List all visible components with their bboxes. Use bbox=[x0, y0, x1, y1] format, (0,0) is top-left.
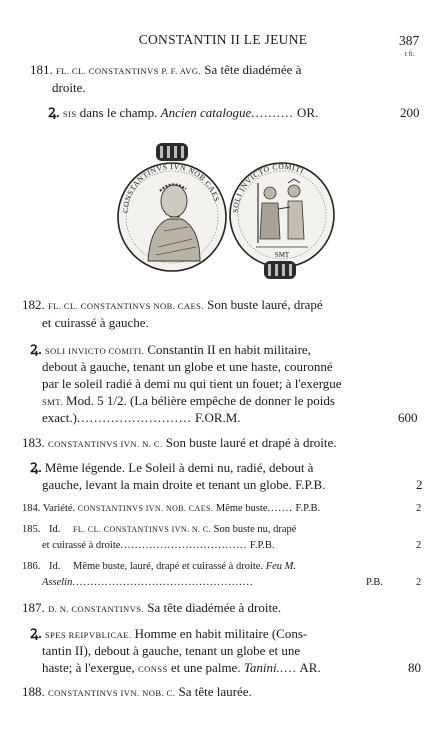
obverse-legend: CONSTANTINVS IVN. N. C. bbox=[48, 439, 163, 449]
reverse-mark: Ꝝ. bbox=[30, 342, 42, 357]
obverse-description: et cuirassé à droite bbox=[42, 540, 121, 551]
reverse-description: Même légende. Le Soleil à demi nu, radié, debout à bbox=[44, 460, 314, 475]
weight-note: exact.) bbox=[42, 410, 78, 425]
obverse-legend: D. N. CONSTANTINVS. bbox=[48, 604, 144, 614]
entry-number: 187. bbox=[22, 600, 45, 615]
reverse-coin bbox=[230, 162, 334, 279]
coin-loop-icon bbox=[156, 143, 188, 161]
leader-dots: .......... bbox=[251, 105, 294, 120]
reverse-description: et une palme. bbox=[170, 660, 241, 675]
reverse-coin-legend: SOLI INVICTO COMITI bbox=[230, 161, 306, 214]
leader-dots: ................................... bbox=[120, 540, 248, 551]
entry-181-line-2: droite. bbox=[52, 80, 86, 95]
obverse-description: Sa tête diadémée à bbox=[204, 62, 302, 77]
entry-187-reverse-line-1 bbox=[30, 626, 307, 643]
entry-181-line-1 bbox=[30, 62, 301, 79]
entry-number: 188. bbox=[22, 684, 45, 699]
entry-number: 182. bbox=[22, 297, 45, 312]
reverse-description: gauche, levant la main droite et tenant un globe. bbox=[42, 477, 292, 492]
entry-183-line-1 bbox=[22, 435, 337, 452]
entry-label: Variété. bbox=[42, 503, 76, 514]
entry-184 bbox=[22, 502, 320, 515]
reverse-description: dans le champ. bbox=[79, 105, 158, 120]
metal-grade: F.P.B. bbox=[295, 477, 326, 492]
entry-182-line-1 bbox=[22, 297, 323, 314]
obverse-description: Son buste lauré, drapé bbox=[207, 297, 323, 312]
entry-number: 186. bbox=[22, 561, 41, 572]
entry-187-reverse-line-2: tantin II), debout à gauche, tenant un globe et une bbox=[42, 643, 301, 658]
leader-dots: ........................... bbox=[77, 410, 192, 425]
reverse-legend: SIS bbox=[62, 109, 77, 119]
page-header-title: CONSTANTIN II LE JEUNE bbox=[138, 32, 308, 47]
reverse-mark: Ꝝ. bbox=[30, 626, 42, 641]
obverse-description: Même buste, lauré, drapé et cuirassé à droite. bbox=[73, 561, 264, 572]
reverse-coin-exergue: SMT bbox=[274, 251, 290, 259]
entry-number: 183. bbox=[22, 435, 45, 450]
page-number: 387 bbox=[399, 33, 420, 48]
reverse-description: Homme en habit militaire (Cons- bbox=[134, 626, 308, 641]
entry-188-line-1 bbox=[22, 684, 252, 701]
obverse-legend: FL. CL. CONSTANTINVS IVN. N. C. bbox=[73, 525, 211, 534]
entry-183-reverse-line-2 bbox=[42, 477, 325, 493]
obverse-legend: FL. CL. CONSTANTINVS NOB. CAES. bbox=[48, 301, 204, 311]
entry-187-line-1 bbox=[22, 600, 281, 617]
reverse-mark: Ꝝ. bbox=[30, 460, 42, 475]
leader-dots: .... bbox=[279, 660, 297, 675]
leader-dots: ....... bbox=[267, 503, 293, 514]
entry-186-price: 2 bbox=[416, 577, 422, 588]
entry-186-metal: P.B. bbox=[366, 577, 383, 588]
entry-183-price: 2 bbox=[416, 477, 423, 492]
leader-dots: .................................................. bbox=[72, 577, 254, 588]
entry-185-line-1 bbox=[22, 523, 296, 536]
entry-182-line-2: et cuirassé à gauche. bbox=[42, 315, 149, 330]
exergue-legend: CONSS bbox=[137, 664, 168, 674]
metal-grade: F.P.B. bbox=[249, 540, 275, 551]
entry-182-reverse-line-5 bbox=[42, 410, 241, 426]
obverse-legend: FL. CL. CONSTANTINVS P. F. AVG. bbox=[56, 66, 202, 76]
entry-number: 184. bbox=[22, 503, 41, 514]
entry-181-reverse bbox=[48, 105, 318, 122]
entry-182-price: 600 bbox=[398, 410, 418, 425]
obverse-coin-legend: CONSTANTINVS IVN NOB CAES bbox=[120, 161, 222, 214]
entry-187-price: 80 bbox=[408, 660, 421, 675]
entry-number: 181. bbox=[30, 62, 53, 77]
coin-illustration bbox=[108, 143, 340, 283]
obverse-description: Son buste nu, drapé bbox=[213, 524, 297, 535]
obverse-description: Sa tête diadémée à droite. bbox=[147, 600, 282, 615]
source: Ancien catalogue bbox=[160, 105, 252, 120]
entry-182-reverse-line-1 bbox=[30, 342, 311, 359]
reverse-legend: SPES REIPVBLICAE. bbox=[44, 630, 132, 640]
metal-grade: F.P.B. bbox=[295, 503, 321, 514]
reverse-mark: Ꝝ. bbox=[48, 105, 60, 120]
obverse-description: Même buste bbox=[215, 503, 268, 514]
obverse-legend: CONSTANTINVS IVN. NOB. C. bbox=[48, 688, 176, 698]
entry-184-price: 2 bbox=[416, 503, 422, 514]
coin-loop-icon bbox=[264, 261, 296, 279]
page-note: t fr. bbox=[405, 50, 415, 58]
metal-grade: F.OR.M. bbox=[195, 410, 241, 425]
entry-186-line-1 bbox=[22, 560, 296, 573]
exergue-legend: SMT. bbox=[42, 397, 63, 407]
module-note: Mod. 5 1/2. (La bélière empêche de donner le poids bbox=[66, 393, 335, 408]
entry-182-reverse-line-4 bbox=[42, 393, 335, 410]
obverse-description: Sa tête laurée. bbox=[178, 684, 252, 699]
reverse-description: Constantin II en habit militaire, bbox=[147, 342, 311, 357]
entry-181-price: 200 bbox=[400, 105, 420, 120]
obverse-coin bbox=[118, 143, 226, 271]
entry-183-reverse-line-1 bbox=[30, 460, 313, 476]
reverse-description: haste; à l'exergue, bbox=[42, 660, 135, 675]
metal-grade: AR. bbox=[299, 660, 321, 675]
entry-182-reverse-line-2: debout à gauche, tenant un globe et une haste, couronné bbox=[42, 359, 333, 374]
entry-label: Id. bbox=[49, 561, 61, 572]
reverse-legend: SOLI INVICTO COMITI. bbox=[44, 346, 145, 356]
entry-186-line-2 bbox=[42, 576, 254, 589]
entry-185-line-2 bbox=[42, 539, 274, 552]
obverse-description: Son buste lauré et drapé à droite. bbox=[165, 435, 337, 450]
obverse-legend: CONSTANTINVS IVN. NOB. CAES. bbox=[77, 504, 214, 513]
source: Tanini. bbox=[243, 660, 280, 675]
entry-185-price: 2 bbox=[416, 540, 422, 551]
source: Asselin bbox=[42, 577, 73, 588]
metal-grade: OR. bbox=[296, 105, 319, 120]
source: Feu M. bbox=[265, 561, 297, 572]
entry-label: Id. bbox=[49, 524, 61, 535]
entry-182-reverse-line-3: par le soleil radié à demi nu qui tient un fouet; à l'exergue bbox=[42, 376, 342, 391]
entry-187-reverse-line-3 bbox=[42, 660, 321, 677]
entry-number: 185. bbox=[22, 524, 41, 535]
